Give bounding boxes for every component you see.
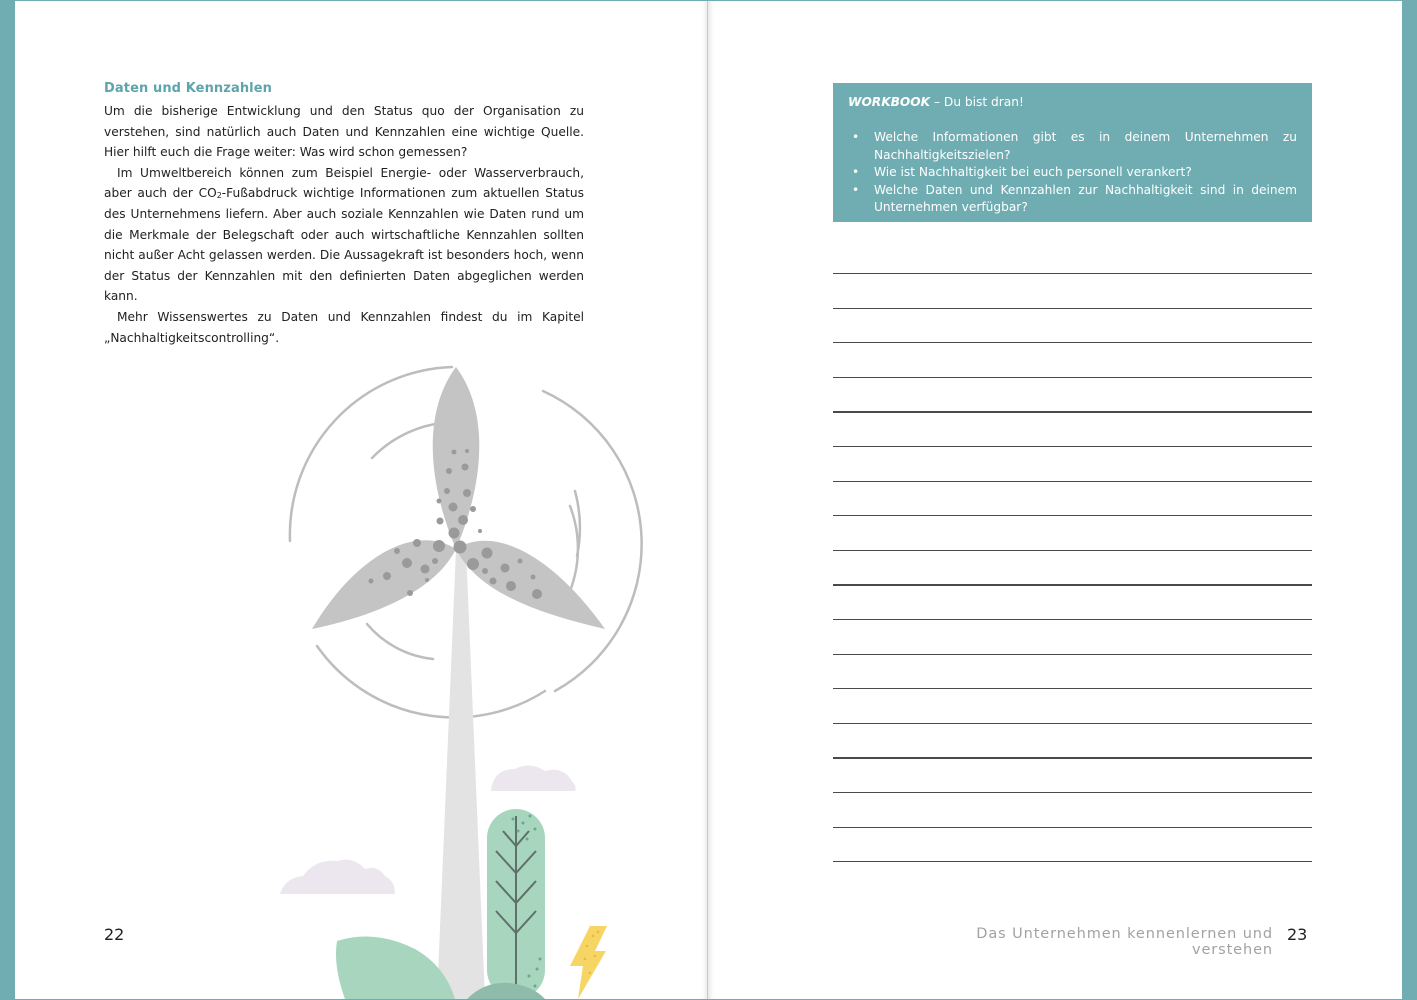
turbine-tower xyxy=(437,549,485,999)
workbook-question xyxy=(848,182,1297,217)
writing-line xyxy=(833,757,1312,758)
workbook-subtitle: – Du bist dran! xyxy=(930,95,1024,109)
writing-line xyxy=(833,827,1312,828)
running-title: Das Unternehmen kennenlernen und verstehen xyxy=(976,926,1273,958)
workbook-label: WORKBOOK xyxy=(848,95,931,109)
bullet-icon: • xyxy=(852,165,860,179)
writing-lines xyxy=(833,273,1312,897)
page-number-left: 22 xyxy=(104,925,125,944)
bullet-icon: • xyxy=(852,182,860,197)
writing-line xyxy=(833,377,1312,378)
writing-line xyxy=(833,792,1312,793)
paragraph-3: Mehr Wissenswertes zu Daten und Kennzahlen findest du im Kapitel „Nachhaltigkeitscontrolling“. xyxy=(104,309,584,345)
writing-line xyxy=(833,481,1312,482)
page-number-right: 23 xyxy=(1287,925,1308,944)
writing-line xyxy=(833,688,1312,689)
cloud-upper xyxy=(491,765,576,791)
section-heading: Daten und Kennzahlen xyxy=(104,81,273,96)
body-text xyxy=(104,101,584,348)
writing-line xyxy=(833,446,1312,447)
writing-line xyxy=(833,723,1312,724)
cloud-lower xyxy=(280,860,395,894)
workbook-question xyxy=(848,129,1297,164)
bullet-icon: • xyxy=(852,130,860,144)
paragraph-1: Um die bisherige Entwicklung und den Status quo der Organisation zu verstehen, sind natürlich auch Daten und Kennzahlen eine wichtige Quelle. Hier hilft euch die Frage weiter: Was wird schon gemessen? xyxy=(104,104,584,160)
workbook-question xyxy=(848,164,1297,182)
co2-subscript: 2 xyxy=(216,191,222,201)
writing-line xyxy=(833,861,1312,862)
writing-line xyxy=(833,550,1312,551)
writing-line xyxy=(833,515,1312,516)
paragraph-2 xyxy=(104,163,584,307)
workbook-question-list xyxy=(848,129,1297,217)
writing-line xyxy=(833,619,1312,620)
question-text: Wie ist Nachhaltigkeit bei euch personell verankert? xyxy=(874,165,1192,179)
paragraph-2-part-b: -Fußabdruck wichtige Informationen zum aktuellen Status des Unternehmens liefern. Aber auch soziale Kennzahlen wie Daten rund um die Merkmale der Belegschaft oder auch wirtschaftliche Kennzahlen sollten nicht außer Acht gelassen werden. Die Aussagekraft ist besonders hoch, wenn der Status der Kennzahlen mit den definierten Daten abgeglichen werden kann. xyxy=(104,186,584,304)
writing-line xyxy=(833,584,1312,585)
workbook-box xyxy=(833,83,1312,222)
right-page xyxy=(708,1,1402,999)
writing-line xyxy=(833,273,1312,274)
lightning-bolt-icon xyxy=(570,926,607,999)
workbook-title xyxy=(848,94,1297,110)
leaf xyxy=(336,937,455,1000)
paragraph-2-part-a: Im Umweltbereich können zum Beispiel Energie- oder Wasserverbrauch, aber auch der CO xyxy=(104,165,584,201)
writing-line xyxy=(833,342,1312,343)
writing-line xyxy=(833,308,1312,309)
left-page xyxy=(15,1,708,999)
question-text: Welche Informationen gibt es in deinem Unternehmen zu Nachhaltigkeitszielen? xyxy=(874,130,1297,162)
writing-line xyxy=(833,654,1312,655)
writing-line xyxy=(833,411,1312,412)
question-text: Welche Daten und Kennzahlen zur Nachhaltigkeit sind in deinem Unternehmen verfügbar? xyxy=(874,182,1297,214)
